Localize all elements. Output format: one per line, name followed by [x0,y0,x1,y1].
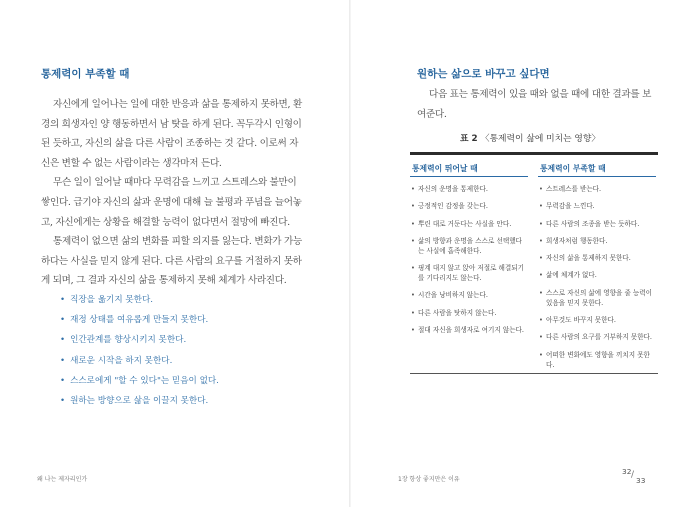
paragraph: 통제력이 없으면 삶의 변화를 피할 의지를 잃는다. 변화가 가능하다는 사실을 믿지 않게 된다. 다른 사람의 요구를 거절하지 못하게 되며, 그 결과 자신의 삶을 통제하지 못해 체계가 사라진다. [41,236,302,287]
table-caption-text: 〈통제력이 삶에 미치는 영향〉 [480,134,601,144]
table-column-weak-control [538,162,656,377]
consequence-bullet-list [60,290,300,411]
table-cell-item: • 긍정적인 감정을 갖는다. [410,201,528,211]
control-impact-table [410,152,658,374]
section-title-lack-of-control: 통제력이 부족할 때 [41,68,130,80]
table-cell-item: • 삶의 방향과 운명을 스스로 선택했다는 사실에 흡족해한다. [410,236,528,256]
table-cell-item: • 아무것도 바꾸지 못한다. [538,315,656,325]
book-title-footer: 왜 나는 제자리인가 [37,476,88,483]
table-column-strong-control [410,162,528,342]
column-header: 통제력이 부족할 때 [540,164,606,173]
column-header-rule [538,176,656,177]
table-cell-item: • 다른 사람을 탓하지 않는다. [410,308,528,318]
bullet-dot-icon: • [60,395,66,406]
left-body-text [41,95,303,291]
paragraph: 자신에게 일어나는 일에 대한 반응과 삶을 통제하지 못하면, 환경의 희생자인 양 행동하면서 남 탓을 하게 된다. 꼭두각시 인형이 된 듯하고, 자신의 삶을 다른 사람이 조종하는 것 같다. 이로써 자신은 변할 수 없는 사람이라는 생각마저 든다. [41,99,302,169]
right-page [350,0,700,507]
paragraph: 무슨 일이 일어날 때마다 무력감을 느끼고 스트레스와 불만이 쌓인다. 급기야 자신의 삶과 운명에 대해 늘 불평과 푸념을 늘어놓고, 자신에게는 상황을 해결할 능력이 없다면서 절망에 빠진다. [41,177,302,228]
page-number-left: 32 [622,467,632,476]
table-cell-item: • 희생자처럼 행동한다. [538,236,656,246]
page-number-right: 33 [636,476,646,485]
paragraph: 다음 표는 통제력이 있을 때와 없을 때에 대한 결과를 보여준다. [417,89,652,120]
table-cell-item: • 삶에 체계가 없다. [538,270,656,280]
bullet-dot-icon: • [60,335,66,346]
bullet-dot-icon: • [60,375,66,386]
chapter-footer: 1장 항상 좋지만은 이유 [398,476,460,483]
bullet-item: • 직장을 옮기지 못한다. [60,295,153,305]
table-top-rule [410,152,658,155]
table-cell-item: • 뿌린 대로 거둔다는 사실을 안다. [410,219,528,229]
table-cell-item: • 핑계 대지 않고 앉아 저절로 해결되기를 기다리지도 않는다. [410,263,528,283]
column-header: 통제력이 뛰어날 때 [412,164,478,173]
bullet-dot-icon: • [60,315,66,326]
bullet-dot-icon: • [60,355,66,366]
table-caption [460,131,655,144]
table-cell-item: • 스트레스를 받는다. [538,184,656,194]
column-header-rule [410,176,528,177]
bullet-item: • 인간관계를 향상시키지 못한다. [60,335,187,346]
table-cell-item: • 시간을 낭비하지 않는다. [410,290,528,300]
table-cell-item: • 자신의 삶을 통제하지 못한다. [538,253,656,263]
bullet-item: • 재정 상태를 여유롭게 만들지 못한다. [60,315,209,326]
column-item-list [538,184,656,370]
bullet-dot-icon: • [60,295,66,305]
table-cell-item: • 다른 사람의 요구를 거부하지 못한다. [538,332,656,342]
bullet-item: • 원하는 방향으로 삶을 이끌지 못한다. [60,395,209,406]
table-cell-item: • 자신의 운명을 통제한다. [410,184,528,194]
column-item-list [410,184,528,335]
table-cell-item: • 스스로 자신의 삶에 영향을 줄 능력이 있음을 믿지 못한다. [538,288,656,308]
section-title-change-life: 원하는 삶으로 바꾸고 싶다면 [417,68,550,80]
table-cell-item: • 어떠한 변화에도 영향을 끼치지 못한다. [538,350,656,370]
table-cell-item: • 절대 자신을 희생자로 여기지 않는다. [410,325,528,335]
bullet-item: • 스스로에게 "할 수 있다"는 믿음이 없다. [60,375,219,386]
page-number-slash-icon: / [631,470,635,480]
table-cell-item: • 무력감을 느낀다. [538,201,656,211]
right-body-text [417,85,657,124]
table-cell-item: • 다른 사람의 조종을 받는 듯하다. [538,219,656,229]
bullet-item: • 새로운 시작을 하지 못한다. [60,355,173,366]
table-caption-label: 표 2 [460,134,478,144]
table-bottom-rule [410,373,658,374]
